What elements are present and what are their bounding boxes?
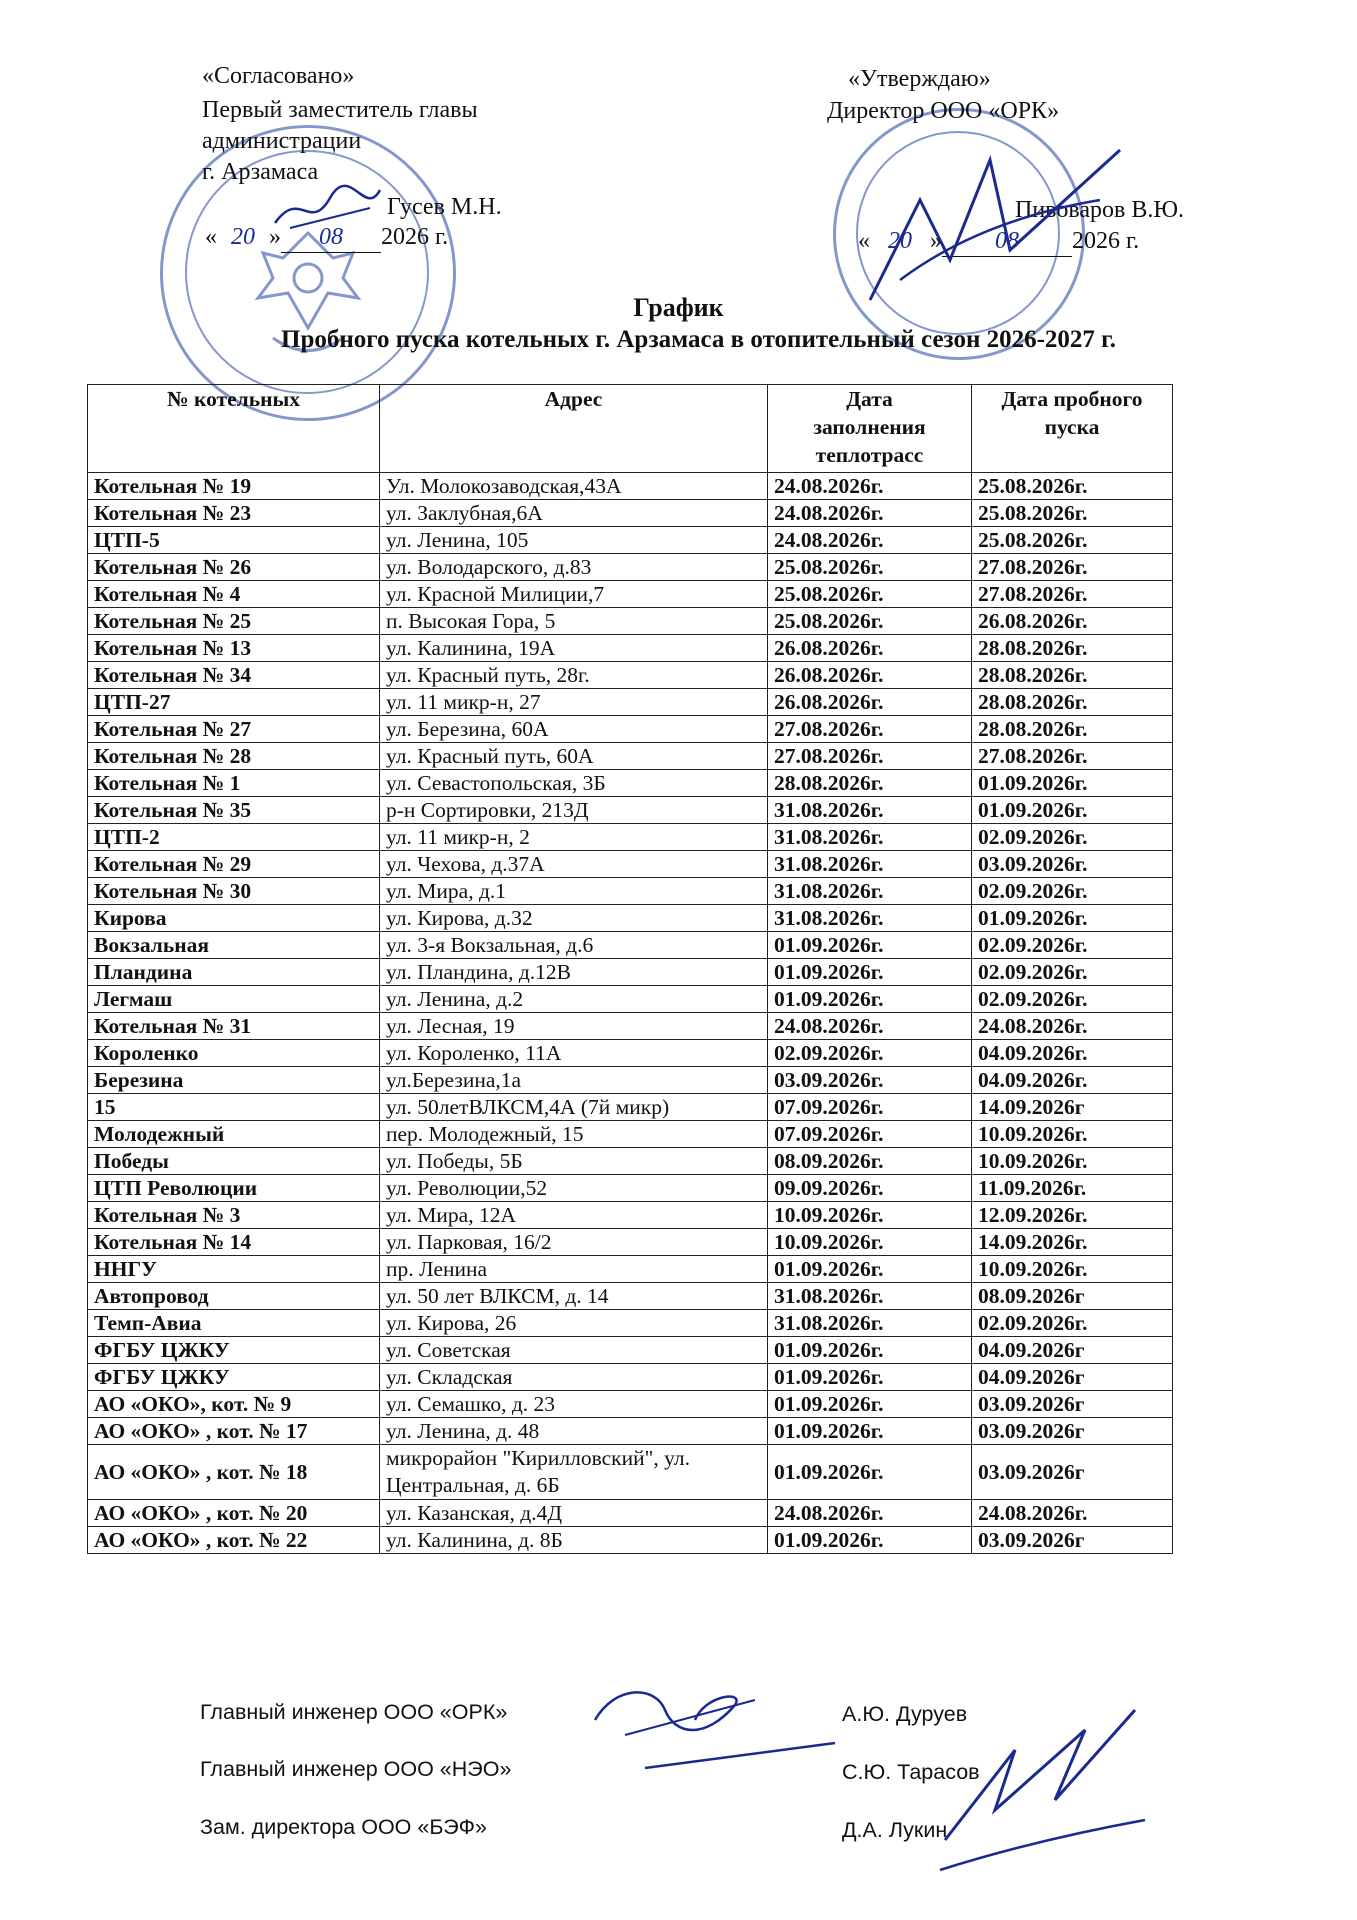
start-date-cell: 08.09.2026г	[972, 1283, 1173, 1310]
boiler-name-cell: ЦТП-27	[88, 689, 380, 716]
fill-date-cell: 24.08.2026г.	[768, 1500, 972, 1527]
address-cell: ул. 3-я Вокзальная, д.6	[380, 932, 768, 959]
address-cell: ул. Мира, д.1	[380, 878, 768, 905]
boiler-name-cell: ФГБУ ЦЖКУ	[88, 1364, 380, 1391]
left-position-line3: г. Арзамаса	[202, 159, 319, 185]
table-row	[88, 1121, 1173, 1148]
start-date-cell: 03.09.2026г.	[972, 851, 1173, 878]
fill-date-cell: 31.08.2026г.	[768, 797, 972, 824]
table-row	[88, 1040, 1173, 1067]
boiler-name-cell: Котельная № 34	[88, 662, 380, 689]
start-date-cell: 04.09.2026г.	[972, 1067, 1173, 1094]
start-date-cell: 28.08.2026г.	[972, 662, 1173, 689]
address-cell: п. Высокая Гора, 5	[380, 608, 768, 635]
table-row	[88, 1391, 1173, 1418]
table-row	[88, 1364, 1173, 1391]
start-date-cell: 01.09.2026г.	[972, 905, 1173, 932]
table-row	[88, 959, 1173, 986]
fill-date-cell: 01.09.2026г.	[768, 932, 972, 959]
fill-date-cell: 27.08.2026г.	[768, 716, 972, 743]
start-date-cell: 28.08.2026г.	[972, 689, 1173, 716]
fill-date-cell: 07.09.2026г.	[768, 1094, 972, 1121]
address-cell: ул. Мира, 12А	[380, 1202, 768, 1229]
fill-date-cell: 01.09.2026г.	[768, 1418, 972, 1445]
address-cell: ул. Революции,52	[380, 1175, 768, 1202]
address-cell: ул. Красной Милиции,7	[380, 581, 768, 608]
boiler-name-cell: АО «ОКО» , кот. № 20	[88, 1500, 380, 1527]
signer-2-position: Главный инженер ООО «НЭО»	[200, 1757, 512, 1781]
fill-date-cell: 31.08.2026г.	[768, 824, 972, 851]
address-cell: ул. Кирова, д.32	[380, 905, 768, 932]
address-cell: ул. Лесная, 19	[380, 1013, 768, 1040]
boiler-name-cell: АО «ОКО» , кот. № 17	[88, 1418, 380, 1445]
table-row	[88, 1445, 1173, 1500]
boiler-name-cell: Котельная № 31	[88, 1013, 380, 1040]
table-row	[88, 1067, 1173, 1094]
fill-date-cell: 26.08.2026г.	[768, 662, 972, 689]
start-date-cell: 14.09.2026г	[972, 1094, 1173, 1121]
fill-date-cell: 01.09.2026г.	[768, 1337, 972, 1364]
fill-date-cell: 10.09.2026г.	[768, 1202, 972, 1229]
table-row	[88, 1527, 1173, 1554]
address-cell: ул. Заклубная,6А	[380, 500, 768, 527]
fill-date-cell: 25.08.2026г.	[768, 554, 972, 581]
boiler-name-cell: ЦТП-5	[88, 527, 380, 554]
table-row	[88, 662, 1173, 689]
signer-3-position: Зам. директора ООО «БЭФ»	[200, 1815, 487, 1839]
table-row	[88, 473, 1173, 500]
start-date-cell: 03.09.2026г	[972, 1418, 1173, 1445]
fill-date-cell: 01.09.2026г.	[768, 1256, 972, 1283]
address-cell: ул. Красный путь, 28г.	[380, 662, 768, 689]
start-date-cell: 26.08.2026г.	[972, 608, 1173, 635]
start-date-cell: 10.09.2026г.	[972, 1148, 1173, 1175]
boiler-name-cell: ННГУ	[88, 1256, 380, 1283]
table-row	[88, 1175, 1173, 1202]
boiler-name-cell: Молодежный	[88, 1121, 380, 1148]
schedule-table	[87, 384, 1173, 1554]
start-date-cell: 11.09.2026г.	[972, 1175, 1173, 1202]
left-signer-name: Гусев М.Н.	[387, 194, 502, 220]
table-row	[88, 608, 1173, 635]
boiler-name-cell: Котельная № 28	[88, 743, 380, 770]
signer-1-position: Главный инженер ООО «ОРК»	[200, 1700, 508, 1724]
fill-date-cell: 01.09.2026г.	[768, 1445, 972, 1500]
signer-1-name: А.Ю. Дуруев	[842, 1702, 968, 1726]
boiler-name-cell: АО «ОКО», кот. № 9	[88, 1391, 380, 1418]
table-row	[88, 689, 1173, 716]
fill-date-cell: 01.09.2026г.	[768, 1364, 972, 1391]
start-date-cell: 12.09.2026г.	[972, 1202, 1173, 1229]
table-row	[88, 581, 1173, 608]
boiler-name-cell: АО «ОКО» , кот. № 18	[88, 1445, 380, 1500]
start-date-cell: 01.09.2026г.	[972, 797, 1173, 824]
fill-date-cell: 31.08.2026г.	[768, 1310, 972, 1337]
boiler-name-cell: Пландина	[88, 959, 380, 986]
boiler-name-cell: Котельная № 4	[88, 581, 380, 608]
start-date-cell: 24.08.2026г.	[972, 1013, 1173, 1040]
left-position-line2: администрации	[202, 128, 362, 154]
table-header-row	[88, 385, 1173, 473]
start-date-cell: 03.09.2026г	[972, 1445, 1173, 1500]
fill-date-cell: 07.09.2026г.	[768, 1121, 972, 1148]
right-signer-name: Пивоваров В.Ю.	[1015, 197, 1185, 223]
fill-date-cell: 08.09.2026г.	[768, 1148, 972, 1175]
fill-date-cell: 27.08.2026г.	[768, 743, 972, 770]
start-date-cell: 24.08.2026г.	[972, 1500, 1173, 1527]
fill-date-cell: 24.08.2026г.	[768, 1013, 972, 1040]
address-cell: ул. Короленко, 11А	[380, 1040, 768, 1067]
address-cell: ул. Кирова, 26	[380, 1310, 768, 1337]
address-cell: пер. Молодежный, 15	[380, 1121, 768, 1148]
address-cell: пр. Ленина	[380, 1256, 768, 1283]
left-signature	[270, 178, 390, 238]
start-date-cell: 28.08.2026г.	[972, 716, 1173, 743]
table-row	[88, 1310, 1173, 1337]
address-cell: ул. Победы, 5Б	[380, 1148, 768, 1175]
boiler-name-cell: ФГБУ ЦЖКУ	[88, 1337, 380, 1364]
table-row	[88, 770, 1173, 797]
signer-3-signature	[935, 1690, 1155, 1890]
table-row	[88, 1229, 1173, 1256]
fill-date-cell: 28.08.2026г.	[768, 770, 972, 797]
fill-date-cell: 31.08.2026г.	[768, 851, 972, 878]
address-cell: ул. Калинина, д. 8Б	[380, 1527, 768, 1554]
start-date-cell: 04.09.2026г	[972, 1337, 1173, 1364]
boiler-name-cell: Котельная № 1	[88, 770, 380, 797]
fill-date-cell: 25.08.2026г.	[768, 608, 972, 635]
boiler-name-cell: Котельная № 23	[88, 500, 380, 527]
fill-date-cell: 31.08.2026г.	[768, 1283, 972, 1310]
start-date-cell: 03.09.2026г	[972, 1391, 1173, 1418]
fill-date-cell: 01.09.2026г.	[768, 1527, 972, 1554]
table-row	[88, 986, 1173, 1013]
boiler-name-cell: ЦТП Революции	[88, 1175, 380, 1202]
boiler-name-cell: Котельная № 25	[88, 608, 380, 635]
table-row	[88, 851, 1173, 878]
start-date-cell: 01.09.2026г.	[972, 770, 1173, 797]
column-header-boiler: № котельных	[88, 385, 380, 473]
start-date-cell: 25.08.2026г.	[972, 500, 1173, 527]
address-cell: ул.Березина,1а	[380, 1067, 768, 1094]
fill-date-cell: 03.09.2026г.	[768, 1067, 972, 1094]
boiler-name-cell: 15	[88, 1094, 380, 1121]
left-date: « 20 » 08 2026 г.	[205, 223, 448, 253]
fill-date-cell: 09.09.2026г.	[768, 1175, 972, 1202]
start-date-cell: 04.09.2026г	[972, 1364, 1173, 1391]
fill-date-cell: 25.08.2026г.	[768, 581, 972, 608]
address-cell: ул. Ленина, д. 48	[380, 1418, 768, 1445]
address-cell: ул. Ленина, 105	[380, 527, 768, 554]
address-cell: ул. Калинина, 19А	[380, 635, 768, 662]
fill-date-cell: 26.08.2026г.	[768, 635, 972, 662]
table-row	[88, 1094, 1173, 1121]
table-row	[88, 716, 1173, 743]
boiler-name-cell: Котельная № 35	[88, 797, 380, 824]
address-cell: ул. Чехова, д.37А	[380, 851, 768, 878]
table-row	[88, 1500, 1173, 1527]
address-cell: ул. Советская	[380, 1337, 768, 1364]
address-cell: р-н Сортировки, 213Д	[380, 797, 768, 824]
table-row	[88, 554, 1173, 581]
column-header-fill-date: Дата заполнения теплотрасс	[768, 385, 972, 473]
start-date-cell: 02.09.2026г.	[972, 824, 1173, 851]
signer-3-name: Д.А. Лукин	[842, 1818, 948, 1842]
table-row	[88, 905, 1173, 932]
address-cell: ул. Володарского, д.83	[380, 554, 768, 581]
table-row	[88, 932, 1173, 959]
right-date: « 20 » 08 2026 г.	[858, 227, 1139, 257]
agreed-label: «Согласовано»	[202, 63, 355, 89]
address-cell: ул. Парковая, 16/2	[380, 1229, 768, 1256]
boiler-name-cell: Вокзальная	[88, 932, 380, 959]
start-date-cell: 14.09.2026г.	[972, 1229, 1173, 1256]
start-date-cell: 25.08.2026г.	[972, 527, 1173, 554]
boiler-name-cell: Котельная № 13	[88, 635, 380, 662]
address-cell: ул. 50летВЛКСМ,4А (7й микр)	[380, 1094, 768, 1121]
fill-date-cell: 24.08.2026г.	[768, 500, 972, 527]
document-title: График	[633, 293, 724, 322]
address-cell: ул. 11 микр-н, 2	[380, 824, 768, 851]
boiler-name-cell: Березина	[88, 1067, 380, 1094]
start-date-cell: 25.08.2026г.	[972, 473, 1173, 500]
table-row	[88, 1337, 1173, 1364]
start-date-cell: 04.09.2026г.	[972, 1040, 1173, 1067]
table-row	[88, 878, 1173, 905]
column-header-address: Адрес	[380, 385, 768, 473]
start-date-cell: 02.09.2026г.	[972, 959, 1173, 986]
start-date-cell: 27.08.2026г.	[972, 554, 1173, 581]
boiler-name-cell: Темп-Авиа	[88, 1310, 380, 1337]
boiler-name-cell: Котельная № 19	[88, 473, 380, 500]
table-row	[88, 1202, 1173, 1229]
fill-date-cell: 10.09.2026г.	[768, 1229, 972, 1256]
boiler-name-cell: АО «ОКО» , кот. № 22	[88, 1527, 380, 1554]
table-row	[88, 500, 1173, 527]
approve-label: «Утверждаю»	[848, 66, 991, 92]
start-date-cell: 02.09.2026г.	[972, 1310, 1173, 1337]
boiler-name-cell: Котельная № 14	[88, 1229, 380, 1256]
table-row	[88, 635, 1173, 662]
table-row	[88, 1418, 1173, 1445]
address-cell: ул. 50 лет ВЛКСМ, д. 14	[380, 1283, 768, 1310]
table-row	[88, 824, 1173, 851]
fill-date-cell: 24.08.2026г.	[768, 527, 972, 554]
boiler-name-cell: Котельная № 30	[88, 878, 380, 905]
table-row	[88, 1148, 1173, 1175]
address-cell: ул. Севастопольская, 3Б	[380, 770, 768, 797]
address-cell: Ул. Молокозаводская,43А	[380, 473, 768, 500]
column-header-start-date: Дата пробного пуска	[972, 385, 1173, 473]
address-cell: ул. Семашко, д. 23	[380, 1391, 768, 1418]
address-cell: ул. Складская	[380, 1364, 768, 1391]
start-date-cell: 28.08.2026г.	[972, 635, 1173, 662]
right-position: Директор ООО «ОРК»	[827, 98, 1060, 124]
signer-2-name: С.Ю. Тарасов	[842, 1760, 980, 1784]
left-position-line1: Первый заместитель главы	[202, 97, 478, 123]
address-cell: ул. 11 микр-н, 27	[380, 689, 768, 716]
start-date-cell: 27.08.2026г.	[972, 743, 1173, 770]
boiler-name-cell: Котельная № 3	[88, 1202, 380, 1229]
address-cell: ул. Казанская, д.4Д	[380, 1500, 768, 1527]
fill-date-cell: 01.09.2026г.	[768, 959, 972, 986]
boiler-name-cell: Автопровод	[88, 1283, 380, 1310]
table-row	[88, 797, 1173, 824]
start-date-cell: 02.09.2026г.	[972, 932, 1173, 959]
start-date-cell: 27.08.2026г.	[972, 581, 1173, 608]
table-row	[88, 1013, 1173, 1040]
table-row	[88, 743, 1173, 770]
boiler-name-cell: Котельная № 27	[88, 716, 380, 743]
boiler-name-cell: Победы	[88, 1148, 380, 1175]
fill-date-cell: 01.09.2026г.	[768, 986, 972, 1013]
start-date-cell: 02.09.2026г.	[972, 986, 1173, 1013]
start-date-cell: 03.09.2026г	[972, 1527, 1173, 1554]
fill-date-cell: 31.08.2026г.	[768, 905, 972, 932]
boiler-name-cell: Короленко	[88, 1040, 380, 1067]
boiler-name-cell: ЦТП-2	[88, 824, 380, 851]
fill-date-cell: 24.08.2026г.	[768, 473, 972, 500]
table-row	[88, 1256, 1173, 1283]
boiler-name-cell: Легмаш	[88, 986, 380, 1013]
start-date-cell: 10.09.2026г.	[972, 1256, 1173, 1283]
table-row	[88, 527, 1173, 554]
start-date-cell: 02.09.2026г.	[972, 878, 1173, 905]
signer-2-signature	[640, 1733, 840, 1773]
document-subtitle: Пробного пуска котельных г. Арзамаса в отопительный сезон 2026-2027 г.	[281, 326, 1116, 353]
address-cell: ул. Пландина, д.12В	[380, 959, 768, 986]
fill-date-cell: 02.09.2026г.	[768, 1040, 972, 1067]
boiler-name-cell: Кирова	[88, 905, 380, 932]
address-cell: ул. Ленина, д.2	[380, 986, 768, 1013]
address-cell: ул. Красный путь, 60А	[380, 743, 768, 770]
boiler-name-cell: Котельная № 29	[88, 851, 380, 878]
fill-date-cell: 01.09.2026г.	[768, 1391, 972, 1418]
table-row	[88, 1283, 1173, 1310]
address-cell: ул. Березина, 60А	[380, 716, 768, 743]
start-date-cell: 10.09.2026г.	[972, 1121, 1173, 1148]
fill-date-cell: 26.08.2026г.	[768, 689, 972, 716]
boiler-name-cell: Котельная № 26	[88, 554, 380, 581]
address-cell: микрорайон "Кирилловский", ул. Центральная, д. 6Б	[380, 1445, 768, 1500]
fill-date-cell: 31.08.2026г.	[768, 878, 972, 905]
